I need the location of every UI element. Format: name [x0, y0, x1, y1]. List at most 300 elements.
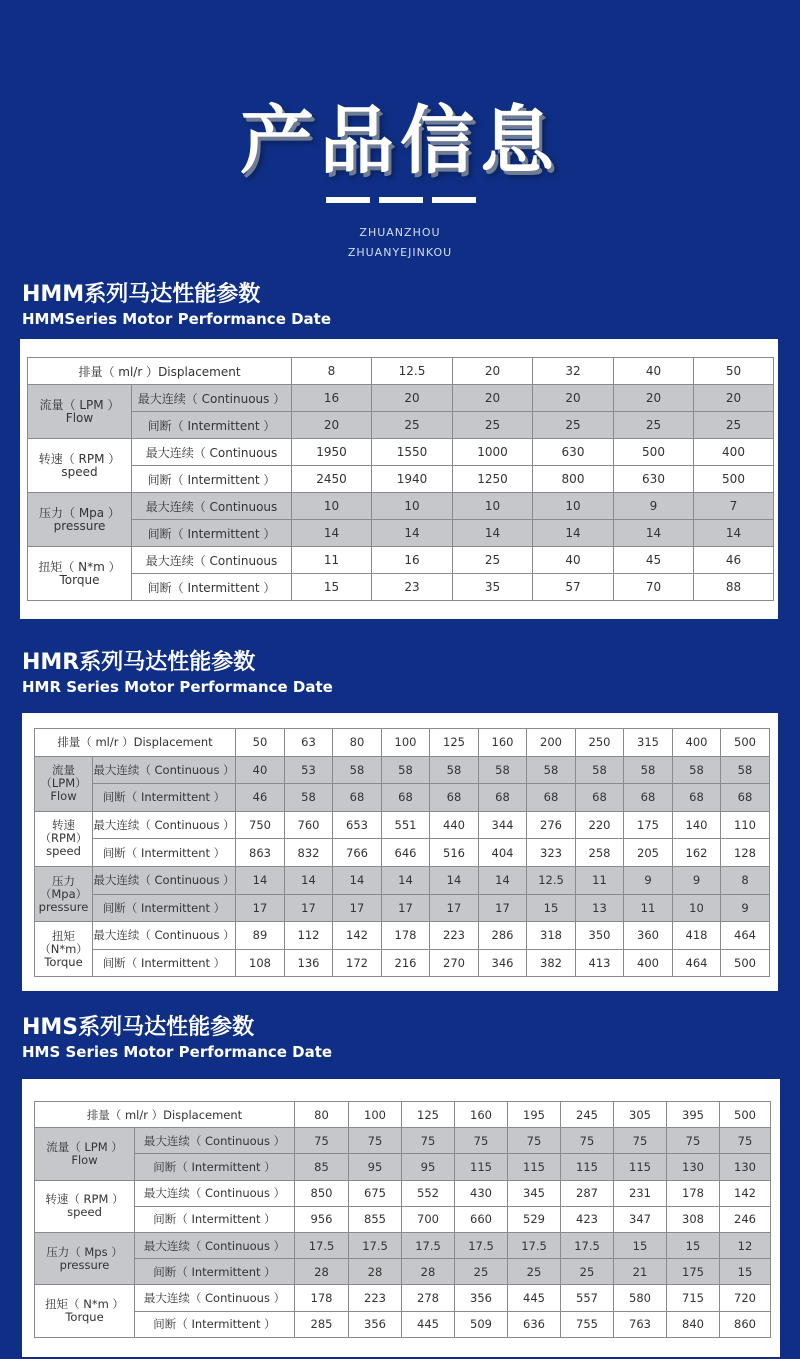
intermittent-value: 95 [402, 1154, 455, 1180]
intermittent-value: 17 [236, 894, 285, 922]
section-title-hmr [22, 649, 333, 697]
intermittent-value: 115 [455, 1154, 508, 1180]
continuous-value: 20 [614, 385, 694, 412]
intermittent-value: 500 [721, 949, 770, 977]
parameter-name-en: speed [67, 1205, 102, 1220]
continuous-value: 17.5 [295, 1232, 349, 1258]
intermittent-value: 58 [285, 784, 333, 812]
intermittent-value: 68 [673, 784, 721, 812]
table-row [28, 493, 774, 520]
intermittent-label: 间断（ Intermittent ） [135, 1206, 295, 1232]
intermittent-label: 间断（ Intermittent ） [132, 412, 292, 439]
parameter-group-label [35, 866, 93, 921]
displacement-value: 160 [479, 729, 527, 757]
continuous-value: 16 [372, 547, 453, 574]
table-row [35, 839, 770, 867]
intermittent-label: 间断（ Intermittent ） [132, 466, 292, 493]
continuous-value: 40 [533, 547, 614, 574]
continuous-value: 287 [561, 1180, 614, 1206]
intermittent-value: 25 [533, 412, 614, 439]
continuous-value: 360 [624, 922, 673, 950]
table-row [28, 520, 774, 547]
table-row [35, 1154, 771, 1180]
intermittent-value: 346 [479, 949, 527, 977]
intermittent-value: 115 [614, 1154, 667, 1180]
parameter-name-en: pressure [53, 518, 106, 533]
continuous-value: 675 [349, 1180, 402, 1206]
continuous-value: 75 [667, 1128, 720, 1154]
continuous-value: 630 [533, 439, 614, 466]
displacement-label: 排量（ ml/r ）Displacement [35, 729, 236, 757]
displacement-value: 100 [349, 1102, 402, 1128]
displacement-value: 20 [453, 358, 533, 385]
continuous-value: 350 [576, 922, 624, 950]
intermittent-value: 400 [624, 949, 673, 977]
continuous-value: 850 [295, 1180, 349, 1206]
section-title-cn: HMM系列马达性能参数 [22, 282, 261, 307]
table-row [28, 412, 774, 439]
intermittent-value: 445 [402, 1311, 455, 1337]
continuous-value: 11 [292, 547, 372, 574]
intermittent-value: 700 [402, 1206, 455, 1232]
parameter-name-en: Torque [44, 954, 83, 969]
continuous-value: 278 [402, 1285, 455, 1311]
continuous-value: 715 [667, 1285, 720, 1311]
intermittent-value: 25 [372, 412, 453, 439]
continuous-value: 75 [455, 1128, 508, 1154]
continuous-value: 223 [430, 922, 479, 950]
intermittent-value: 14 [292, 520, 372, 547]
intermittent-value: 14 [453, 520, 533, 547]
continuous-value: 7 [694, 493, 774, 520]
displacement-value: 195 [508, 1102, 561, 1128]
continuous-value: 58 [624, 756, 673, 784]
intermittent-value: 17 [479, 894, 527, 922]
continuous-value: 75 [561, 1128, 614, 1154]
continuous-label: 最大连续（ Continuous ） [135, 1285, 295, 1311]
parameter-group-label [28, 547, 132, 601]
intermittent-value: 630 [614, 466, 694, 493]
intermittent-value: 356 [349, 1311, 402, 1337]
continuous-value: 1950 [292, 439, 372, 466]
displacement-value: 250 [576, 729, 624, 757]
parameter-group-label [35, 1232, 135, 1284]
intermittent-value: 28 [349, 1259, 402, 1285]
parameter-name-cn: 压力（ Mps ） [46, 1244, 123, 1259]
intermittent-value: 25 [561, 1259, 614, 1285]
continuous-value: 1550 [372, 439, 453, 466]
intermittent-value: 800 [533, 466, 614, 493]
continuous-value: 58 [479, 756, 527, 784]
continuous-label: 最大连续（ Continuous ） [93, 866, 236, 894]
continuous-value: 17.5 [402, 1232, 455, 1258]
parameter-unit: （N*m） [39, 941, 88, 956]
intermittent-value: 35 [453, 574, 533, 601]
displacement-value: 63 [285, 729, 333, 757]
displacement-value: 315 [624, 729, 673, 757]
intermittent-value: 88 [694, 574, 774, 601]
displacement-value: 160 [455, 1102, 508, 1128]
continuous-value: 552 [402, 1180, 455, 1206]
intermittent-value: 68 [382, 784, 430, 812]
continuous-value: 9 [624, 866, 673, 894]
continuous-value: 720 [720, 1285, 771, 1311]
intermittent-value: 25 [694, 412, 774, 439]
parameter-name-cn: 转速（ RPM ） [45, 1192, 124, 1207]
intermittent-value: 68 [721, 784, 770, 812]
displacement-value: 125 [430, 729, 479, 757]
continuous-value: 653 [333, 811, 382, 839]
continuous-value: 14 [236, 866, 285, 894]
table-row [35, 1180, 771, 1206]
intermittent-value: 308 [667, 1206, 720, 1232]
continuous-label: 最大连续（ Continuous ） [93, 811, 236, 839]
continuous-value: 14 [333, 866, 382, 894]
continuous-value: 142 [333, 922, 382, 950]
continuous-label: 最大连续（ Continuous [132, 439, 292, 466]
parameter-name-en: Torque [65, 1310, 104, 1324]
intermittent-label: 间断（ Intermittent ） [132, 520, 292, 547]
table-row [35, 1311, 771, 1337]
section-title-en: HMS Series Motor Performance Date [22, 1043, 333, 1061]
continuous-value: 9 [614, 493, 694, 520]
continuous-value: 580 [614, 1285, 667, 1311]
intermittent-value: 20 [292, 412, 372, 439]
intermittent-value: 14 [614, 520, 694, 547]
displacement-value: 12.5 [372, 358, 453, 385]
intermittent-label: 间断（ Intermittent ） [135, 1259, 295, 1285]
intermittent-value: 136 [285, 949, 333, 977]
continuous-value: 16 [292, 385, 372, 412]
displacement-value: 400 [673, 729, 721, 757]
continuous-label: 最大连续（ Continuous [132, 493, 292, 520]
parameter-group-label [35, 1285, 135, 1337]
continuous-value: 12 [720, 1232, 771, 1258]
displacement-value: 395 [667, 1102, 720, 1128]
intermittent-value: 404 [479, 839, 527, 867]
continuous-value: 75 [402, 1128, 455, 1154]
continuous-value: 356 [455, 1285, 508, 1311]
parameter-name-cn: 扭矩 [52, 928, 75, 943]
intermittent-value: 464 [673, 949, 721, 977]
continuous-label: 最大连续（ Continuous [132, 547, 292, 574]
intermittent-value: 509 [455, 1311, 508, 1337]
parameter-name-cn: 压力（ Mpa ） [39, 505, 120, 520]
table-row [35, 1259, 771, 1285]
continuous-label: 最大连续（ Continuous ） [93, 922, 236, 950]
intermittent-value: 130 [667, 1154, 720, 1180]
displacement-value: 100 [382, 729, 430, 757]
intermittent-value: 956 [295, 1206, 349, 1232]
hero-header [0, 0, 800, 270]
intermittent-value: 108 [236, 949, 285, 977]
parameter-name-en: Flow [65, 410, 94, 425]
displacement-value: 32 [533, 358, 614, 385]
continuous-value: 58 [721, 756, 770, 784]
table-row [35, 756, 770, 784]
parameter-name-en: Flow [71, 1152, 98, 1167]
continuous-value: 10 [533, 493, 614, 520]
intermittent-value: 130 [720, 1154, 771, 1180]
displacement-row [35, 1102, 771, 1128]
intermittent-value: 766 [333, 839, 382, 867]
continuous-value: 344 [479, 811, 527, 839]
continuous-value: 58 [576, 756, 624, 784]
continuous-value: 46 [694, 547, 774, 574]
continuous-value: 276 [527, 811, 576, 839]
intermittent-value: 68 [527, 784, 576, 812]
continuous-value: 112 [285, 922, 333, 950]
intermittent-value: 763 [614, 1311, 667, 1337]
parameter-name-en: Flow [50, 789, 77, 804]
continuous-value: 750 [236, 811, 285, 839]
displacement-value: 125 [402, 1102, 455, 1128]
section-title-en: HMR Series Motor Performance Date [22, 678, 333, 696]
intermittent-value: 382 [527, 949, 576, 977]
parameter-name-en: pressure [59, 1257, 110, 1272]
intermittent-value: 128 [721, 839, 770, 867]
continuous-value: 345 [508, 1180, 561, 1206]
intermittent-value: 15 [292, 574, 372, 601]
continuous-value: 14 [285, 866, 333, 894]
continuous-value: 286 [479, 922, 527, 950]
intermittent-value: 115 [561, 1154, 614, 1180]
continuous-value: 75 [508, 1128, 561, 1154]
parameter-name-cn: 扭矩（ N*m ） [38, 559, 121, 574]
intermittent-value: 755 [561, 1311, 614, 1337]
continuous-value: 551 [382, 811, 430, 839]
intermittent-value: 1250 [453, 466, 533, 493]
continuous-value: 220 [576, 811, 624, 839]
intermittent-value: 17 [430, 894, 479, 922]
continuous-value: 110 [721, 811, 770, 839]
parameter-name-cn: 流量（ LPM ） [46, 1139, 123, 1154]
intermittent-label: 间断（ Intermittent ） [93, 949, 236, 977]
intermittent-label: 间断（ Intermittent ） [132, 574, 292, 601]
intermittent-value: 23 [372, 574, 453, 601]
section-title-cn: HMS系列马达性能参数 [22, 1015, 255, 1040]
continuous-value: 14 [430, 866, 479, 894]
table-row [35, 1285, 771, 1311]
continuous-value: 20 [453, 385, 533, 412]
title-divider [326, 197, 476, 203]
continuous-value: 178 [382, 922, 430, 950]
parameter-group-label [35, 756, 93, 811]
intermittent-value: 258 [576, 839, 624, 867]
intermittent-label: 间断（ Intermittent ） [135, 1311, 295, 1337]
continuous-value: 58 [382, 756, 430, 784]
intermittent-value: 636 [508, 1311, 561, 1337]
intermittent-value: 860 [720, 1311, 771, 1337]
continuous-value: 53 [285, 756, 333, 784]
intermittent-value: 70 [614, 574, 694, 601]
continuous-value: 14 [382, 866, 430, 894]
continuous-value: 75 [349, 1128, 402, 1154]
intermittent-value: 46 [236, 784, 285, 812]
displacement-value: 80 [333, 729, 382, 757]
continuous-value: 40 [236, 756, 285, 784]
continuous-value: 17.5 [455, 1232, 508, 1258]
displacement-value: 8 [292, 358, 372, 385]
displacement-label: 排量（ ml/r ）Displacement [28, 358, 292, 385]
displacement-value: 50 [236, 729, 285, 757]
parameter-group-label [28, 493, 132, 547]
table-row [35, 866, 770, 894]
continuous-label: 最大连续（ Continuous ） [135, 1180, 295, 1206]
parameter-unit: （LPM） [40, 776, 87, 791]
table-row [35, 949, 770, 977]
continuous-value: 8 [721, 866, 770, 894]
parameter-name-cn: 转速 [52, 818, 75, 833]
intermittent-value: 11 [624, 894, 673, 922]
table-row [35, 894, 770, 922]
intermittent-value: 9 [721, 894, 770, 922]
table-row [28, 385, 774, 412]
continuous-value: 10 [372, 493, 453, 520]
intermittent-value: 347 [614, 1206, 667, 1232]
parameter-name-cn: 流量 [52, 763, 75, 778]
section-title-hms [22, 1014, 332, 1062]
parameter-name-cn: 转速（ RPM ） [38, 451, 121, 466]
intermittent-value: 14 [694, 520, 774, 547]
intermittent-value: 17 [285, 894, 333, 922]
parameter-name-en: Torque [59, 572, 100, 587]
intermittent-value: 423 [561, 1206, 614, 1232]
parameter-name-en: speed [61, 464, 98, 479]
intermittent-value: 863 [236, 839, 285, 867]
parameter-name-cn: 流量（ LPM ） [39, 397, 120, 412]
intermittent-value: 85 [295, 1154, 349, 1180]
parameter-unit: （Mpa） [39, 886, 88, 901]
page-title: 产品信息 [240, 98, 560, 184]
continuous-value: 45 [614, 547, 694, 574]
continuous-value: 318 [527, 922, 576, 950]
continuous-label: 最大连续（ Continuous ） [135, 1232, 295, 1258]
continuous-value: 178 [667, 1180, 720, 1206]
parameter-unit: （RPM） [39, 831, 88, 846]
table-row [35, 1232, 771, 1258]
continuous-value: 400 [694, 439, 774, 466]
intermittent-value: 68 [576, 784, 624, 812]
displacement-value: 200 [527, 729, 576, 757]
continuous-value: 17.5 [561, 1232, 614, 1258]
intermittent-value: 17 [382, 894, 430, 922]
continuous-value: 10 [292, 493, 372, 520]
table-row [28, 574, 774, 601]
intermittent-label: 间断（ Intermittent ） [93, 784, 236, 812]
continuous-value: 445 [508, 1285, 561, 1311]
continuous-value: 14 [479, 866, 527, 894]
parameter-group-label [35, 1180, 135, 1232]
continuous-value: 140 [673, 811, 721, 839]
parameter-name-en: speed [46, 844, 81, 859]
continuous-value: 15 [667, 1232, 720, 1258]
displacement-value: 500 [720, 1102, 771, 1128]
parameter-name-cn: 压力 [52, 873, 75, 888]
intermittent-label: 间断（ Intermittent ） [135, 1154, 295, 1180]
intermittent-value: 15 [720, 1259, 771, 1285]
intermittent-value: 832 [285, 839, 333, 867]
intermittent-label: 间断（ Intermittent ） [93, 839, 236, 867]
continuous-value: 75 [720, 1128, 771, 1154]
section-title-en: HMMSeries Motor Performance Date [22, 310, 332, 328]
continuous-value: 58 [527, 756, 576, 784]
intermittent-value: 68 [333, 784, 382, 812]
intermittent-value: 115 [508, 1154, 561, 1180]
continuous-value: 20 [694, 385, 774, 412]
continuous-value: 17.5 [508, 1232, 561, 1258]
intermittent-value: 68 [479, 784, 527, 812]
parameter-group-label [35, 922, 93, 977]
continuous-value: 557 [561, 1285, 614, 1311]
displacement-value: 245 [561, 1102, 614, 1128]
intermittent-value: 15 [527, 894, 576, 922]
parameter-group-label [28, 439, 132, 493]
continuous-value: 9 [673, 866, 721, 894]
continuous-value: 178 [295, 1285, 349, 1311]
parameter-name-cn: 扭矩（ N*m ） [45, 1297, 124, 1311]
table-row [28, 466, 774, 493]
displacement-row [35, 729, 770, 757]
intermittent-value: 25 [614, 412, 694, 439]
intermittent-value: 68 [430, 784, 479, 812]
continuous-value: 11 [576, 866, 624, 894]
continuous-value: 464 [721, 922, 770, 950]
intermittent-value: 500 [694, 466, 774, 493]
intermittent-value: 840 [667, 1311, 720, 1337]
parameter-group-label [35, 1128, 135, 1180]
intermittent-value: 660 [455, 1206, 508, 1232]
intermittent-value: 516 [430, 839, 479, 867]
intermittent-value: 529 [508, 1206, 561, 1232]
continuous-value: 430 [455, 1180, 508, 1206]
displacement-label: 排量（ ml/r ）Displacement [35, 1102, 295, 1128]
continuous-value: 418 [673, 922, 721, 950]
continuous-value: 25 [453, 547, 533, 574]
continuous-label: 最大连续（ Continuous ） [93, 756, 236, 784]
continuous-value: 89 [236, 922, 285, 950]
intermittent-value: 13 [576, 894, 624, 922]
intermittent-value: 95 [349, 1154, 402, 1180]
intermittent-value: 855 [349, 1206, 402, 1232]
displacement-value: 500 [721, 729, 770, 757]
intermittent-value: 216 [382, 949, 430, 977]
intermittent-value: 413 [576, 949, 624, 977]
continuous-value: 500 [614, 439, 694, 466]
continuous-value: 175 [624, 811, 673, 839]
performance-table-hmm [27, 357, 774, 601]
section-title-cn: HMR系列马达性能参数 [22, 650, 256, 675]
intermittent-value: 14 [533, 520, 614, 547]
continuous-value: 223 [349, 1285, 402, 1311]
intermittent-value: 21 [614, 1259, 667, 1285]
displacement-value: 80 [295, 1102, 349, 1128]
intermittent-value: 28 [402, 1259, 455, 1285]
continuous-label: 最大连续（ Continuous ） [132, 385, 292, 412]
hero-subtitle-1: ZHUANZHOU [359, 226, 441, 239]
continuous-value: 20 [372, 385, 453, 412]
parameter-name-en: pressure [38, 899, 89, 914]
section-title-hmm [22, 281, 331, 329]
continuous-value: 75 [614, 1128, 667, 1154]
continuous-label: 最大连续（ Continuous ） [135, 1128, 295, 1154]
continuous-value: 15 [614, 1232, 667, 1258]
intermittent-value: 285 [295, 1311, 349, 1337]
table-row [28, 547, 774, 574]
continuous-value: 12.5 [527, 866, 576, 894]
intermittent-label: 间断（ Intermittent ） [93, 894, 236, 922]
intermittent-value: 25 [508, 1259, 561, 1285]
